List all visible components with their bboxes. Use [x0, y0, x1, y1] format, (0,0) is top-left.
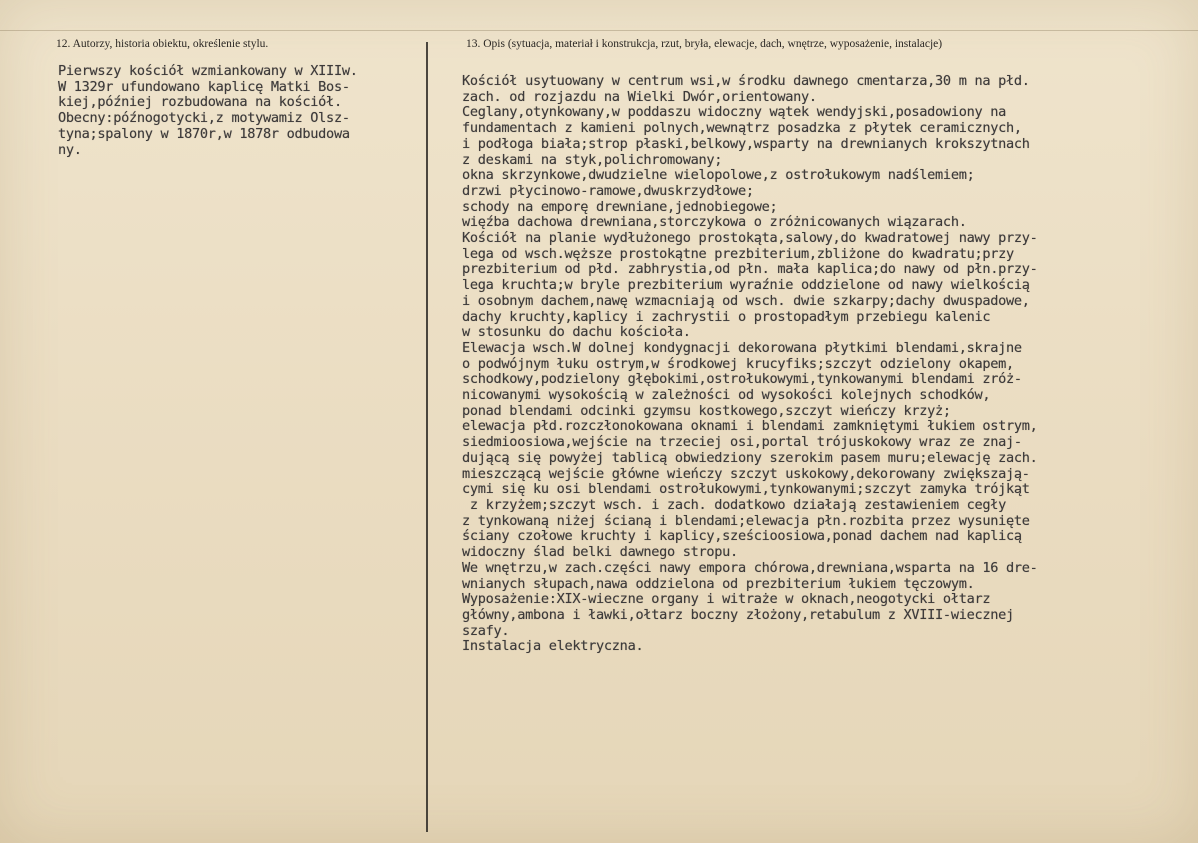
typed-line: dachy kruchty,kaplicy i zachrystii o prostopadłym przebiegu kalenic	[462, 308, 991, 325]
typed-line: schodkowy,podzielony głębokimi,ostrołukowymi,tynkowanymi blendami zróż-	[462, 371, 1022, 388]
typed-line: więźba dachowa drewniana,storczykowa o zróżnicowanych wiązarach.	[462, 214, 967, 231]
typed-line: w stosunku do dachu kościoła.	[462, 324, 691, 341]
typed-line: mieszczącą wejście główne wieńczy szczyt uskokowy,dekorowany zwiększają-	[462, 465, 1030, 482]
typed-line: kiej,później rozbudowana na kościół.	[58, 94, 342, 111]
typed-line: We wnętrzu,w zach.części nawy empora chórowa,drewniana,wsparta na 16 dre-	[462, 559, 1038, 576]
typed-line: Kościół na planie wydłużonego prostokąta,salowy,do kwadratowej nawy przy-	[462, 230, 1038, 247]
column-divider	[426, 42, 428, 832]
typed-line: Wyposażenie:XIX-wieczne organy i witraże w oknach,neogotycki ołtarz	[462, 591, 991, 608]
typed-line: zach. od rozjazdu na Wielki Dwór,orientowany.	[462, 88, 817, 105]
typed-line: fundamentach z kamieni polnych,wewnątrz posadzka z płytek ceramicznych,	[462, 120, 1022, 137]
typed-line: lega od wsch.węższe prostokątne prezbiterium,zbliżone do kwadratu;przy	[462, 245, 1014, 262]
typed-line: wnianych słupach,nawa oddzielona od prezbiterium łukiem tęczowym.	[462, 575, 975, 592]
section-12-heading: 12. Autorzy, historia obiektu, określenie stylu.	[56, 38, 269, 50]
typed-line: Ceglany,otynkowany,w poddaszu widoczny wątek wendyjski,posadowiony na	[462, 104, 1007, 121]
typed-line: z deskami na styk,polichromowany;	[462, 151, 723, 168]
typed-line: W 1329r ufundowano kaplicę Matki Bos-	[58, 78, 350, 95]
history-text-block	[58, 64, 428, 158]
typed-line: główny,ambona i ławki,ołtarz boczny złożony,retabulum z XVIII-wiecznej	[462, 606, 1014, 623]
typed-line: Instalacja elektryczna.	[462, 638, 644, 655]
typed-line: Pierwszy kościół wzmiankowany w XIIIw.	[58, 63, 358, 79]
typed-line: i podłoga biała;strop płaski,belkowy,wsparty na drewnianych krokszytnach	[462, 135, 1030, 152]
typed-line: ponad blendami odcinki gzymsu kostkowego,szczyt wieńczy krzyż;	[462, 402, 951, 419]
typed-line: Obecny:późnogotycki,z motywamiz Olsz-	[58, 110, 350, 127]
typed-line: dującą się powyżej tablicą obwiedziony szerokim pasem muru;elewację zach.	[462, 449, 1038, 466]
typed-line: z tynkowaną niżej ścianą i blendami;elewacja płn.rozbita przez wysunięte	[462, 512, 1030, 529]
section-13-heading: 13. Opis (sytuacja, materiał i konstrukcja, rzut, bryła, elewacje, dach, wnętrze, wyposażenie, instalacje)	[466, 38, 943, 50]
typed-line: siedmioosiowa,wejście na trzeciej osi,portal trójuskokowy wraz ze znaj-	[462, 434, 1022, 451]
typed-line: schody na emporę drewniane,jednobiegowe;	[462, 198, 778, 215]
typed-line: z krzyżem;szczyt wsch. i zach. dodatkowo działają zestawieniem cegły	[462, 496, 1007, 513]
typed-line: tyna;spalony w 1870r,w 1878r odbudowa	[58, 125, 350, 142]
typed-line: lega kruchta;w bryle prezbiterium wyraźnie oddzielone od nawy wielkością	[462, 277, 1030, 294]
typed-line: cymi się ku osi blendami ostrołukowymi,tynkowanymi;szczyt zamyka trójkąt	[462, 481, 1030, 498]
typed-line: ny.	[58, 141, 82, 158]
typed-line: prezbiterium od płd. zabhrystia,od płn. mała kaplica;do nawy od płn.przy-	[462, 261, 1038, 278]
description-text-block	[462, 74, 1192, 655]
typed-line: Elewacja wsch.W dolnej kondygnacji dekorowana płytkimi blendami,skrajne	[462, 339, 1022, 356]
typed-line: okna skrzynkowe,dwudzielne wielopolowe,z ostrołukowym nadślemiem;	[462, 167, 975, 184]
typed-line: drzwi płycinowo-ramowe,dwuskrzydłowe;	[462, 182, 754, 199]
typed-line: Kościół usytuowany w centrum wsi,w środku dawnego cmentarza,30 m na płd.	[462, 73, 1030, 89]
typed-line: i osobnym dachem,nawę wzmacniają od wsch. dwie szkarpy;dachy dwuspadowe,	[462, 292, 1030, 309]
typed-line: widoczny ślad belki dawnego stropu.	[462, 544, 738, 561]
typed-line: o podwójnym łuku ostrym,w środkowej krucyfiks;szczyt odzielony okapem,	[462, 355, 1014, 372]
top-edge-line	[0, 30, 1198, 31]
typed-line: nicowanymi wysokością w zależności od wysokości kolejnych schodków,	[462, 387, 991, 404]
typed-line: szafy.	[462, 622, 510, 639]
typed-line: ściany czołowe kruchty i kaplicy,sześcioosiowa,ponad dachem nad kaplicą	[462, 528, 1022, 545]
typed-line: elewacja płd.rozczłonokowana oknami i blendami zamkniętymi łukiem ostrym,	[462, 418, 1038, 435]
